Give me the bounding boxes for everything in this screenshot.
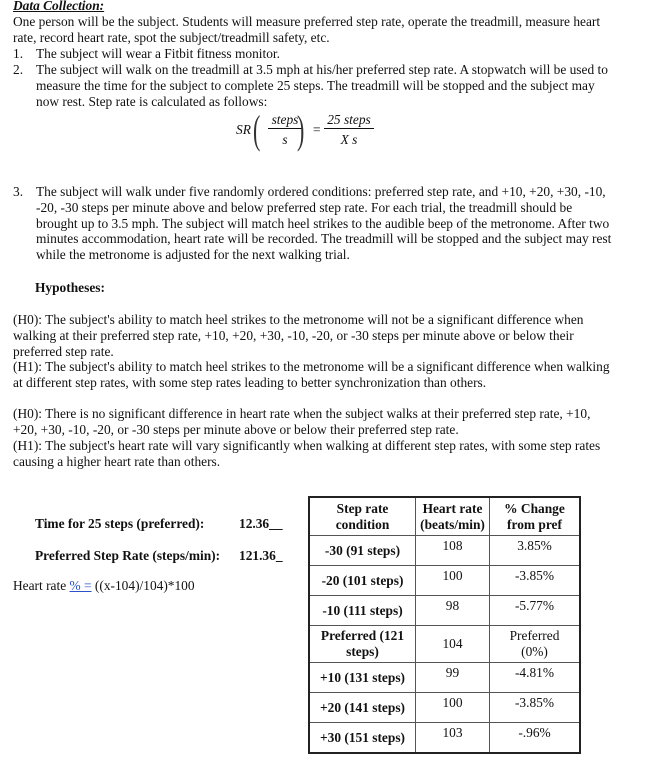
formula-equals: =: [313, 122, 321, 137]
cell-percent-change: -4.81%: [490, 663, 581, 693]
cell-condition: -10 (111 steps): [309, 596, 416, 626]
table-row: [309, 663, 580, 693]
header-heart-rate: Heart rate (beats/min): [416, 497, 490, 536]
formula-denominator: s: [282, 132, 288, 147]
intro-paragraph: One person will be the subject. Students will measure preferred step rate, operate the treadmill, measure heart rate, record heart rate, spot the subject/treadmill safety, etc.: [13, 14, 601, 45]
formula-lhs: SR: [236, 122, 251, 137]
table-header-row: [309, 497, 580, 536]
time-field: [35, 516, 283, 532]
table-row: [309, 596, 580, 626]
time-value: 12.36__: [239, 516, 283, 531]
heart-rate-formula: [13, 578, 195, 594]
table-row: [309, 723, 580, 754]
paren-left: (: [252, 107, 261, 152]
list-item: [13, 46, 613, 62]
hypothesis-paragraph: (H0): There is no significant difference in heart rate when the subject walks at their preferred step rate, +10, +20, +30, -10, -20, or -30 steps per minute above or below their preferred step rate.: [13, 406, 591, 437]
cell-heart-rate: 108: [416, 536, 490, 566]
list-text: The subject will wear a Fitbit fitness monitor.: [36, 46, 280, 61]
list-item: [13, 62, 613, 109]
cell-percent-change: -3.85%: [490, 566, 581, 596]
percent-link[interactable]: % =: [69, 578, 92, 593]
cell-heart-rate: 103: [416, 723, 490, 754]
header-percent-change: % Change from pref: [490, 497, 581, 536]
formula-numerator: steps: [268, 112, 302, 129]
table-row: [309, 693, 580, 723]
header-step-rate: Step rate condition: [309, 497, 416, 536]
heart-rate-formula-text: ((x-104)/104)*100: [91, 578, 195, 593]
table-row: [309, 566, 580, 596]
preferred-rate-label: Preferred Step Rate (steps/min):: [35, 548, 221, 563]
preferred-rate-value: 121.36_: [239, 548, 283, 563]
hypothesis-paragraph: (H1): The subject's heart rate will vary significantly when walking at different step rates, with some step rates causing a higher heart rate than others.: [13, 438, 601, 469]
results-table: [308, 496, 581, 754]
table-row: [309, 536, 580, 566]
cell-heart-rate: 98: [416, 596, 490, 626]
cell-heart-rate: 104: [416, 626, 490, 663]
cell-heart-rate: 100: [416, 693, 490, 723]
cell-heart-rate: 99: [416, 663, 490, 693]
step-rate-formula: [236, 107, 386, 152]
hypothesis-paragraph: (H1): The subject's ability to match heel strikes to the metronome will be a significant difference when walking at different step rates, with some step rates leading to better synchronization than others.: [13, 359, 610, 390]
list-text: The subject will walk on the treadmill at 3.5 mph at his/her preferred step rate. A stopwatch will be used to measure the time for the subject to complete 25 steps. The treadmill will be stopped and the subject may now rest. Step rate is calculated as follows:: [36, 62, 608, 109]
paren-right: ): [296, 107, 305, 152]
list-number: 2.: [13, 62, 24, 77]
cell-percent-change: -3.85%: [490, 693, 581, 723]
cell-condition: -30 (91 steps): [309, 536, 416, 566]
cell-heart-rate: 100: [416, 566, 490, 596]
cell-condition: -20 (101 steps): [309, 566, 416, 596]
formula-numerator-2: 25 steps: [324, 112, 374, 129]
table-row: [309, 626, 580, 663]
time-label: Time for 25 steps (preferred):: [35, 516, 205, 531]
cell-percent-change: -.96%: [490, 723, 581, 754]
list-text: The subject will walk under five randomly ordered conditions: preferred step rate, and +10, +20, +30, -10, -20, -30 steps per minute above and below preferred step rate. For each trial, the treadmill should be brought up to 3.5 mph. The subject will match heel strikes to the audible beep of the metronome. After two minutes accommodation, heart rate will be recorded. The treadmill will be stopped and the subject may rest while the metronome is adjusted for the next walking trial.: [36, 184, 612, 263]
list-number: 1.: [13, 46, 24, 61]
cell-condition: +20 (141 steps): [309, 693, 416, 723]
cell-condition: +10 (131 steps): [309, 663, 416, 693]
heart-rate-prefix: Heart rate: [13, 578, 70, 593]
section-heading: Data Collection:: [13, 0, 105, 13]
list-number: 3.: [13, 184, 24, 199]
cell-percent-change: -5.77%: [490, 596, 581, 626]
cell-condition: Preferred (121 steps): [309, 626, 416, 663]
formula-denominator-2: X s: [340, 132, 358, 147]
cell-condition: +30 (151 steps): [309, 723, 416, 754]
list-item: [13, 184, 613, 263]
preferred-rate-field: [35, 548, 283, 564]
cell-percent-change: Preferred (0%): [490, 626, 581, 663]
hypotheses-title: Hypotheses:: [35, 280, 105, 295]
cell-percent-change: 3.85%: [490, 536, 581, 566]
hypothesis-paragraph: (H0): The subject's ability to match heel strikes to the metronome will not be a significant difference when walking at their preferred step rate, +10, +20, +30, -10, -20, or -30 steps per minute above or below their preferred step rate.: [13, 312, 584, 359]
